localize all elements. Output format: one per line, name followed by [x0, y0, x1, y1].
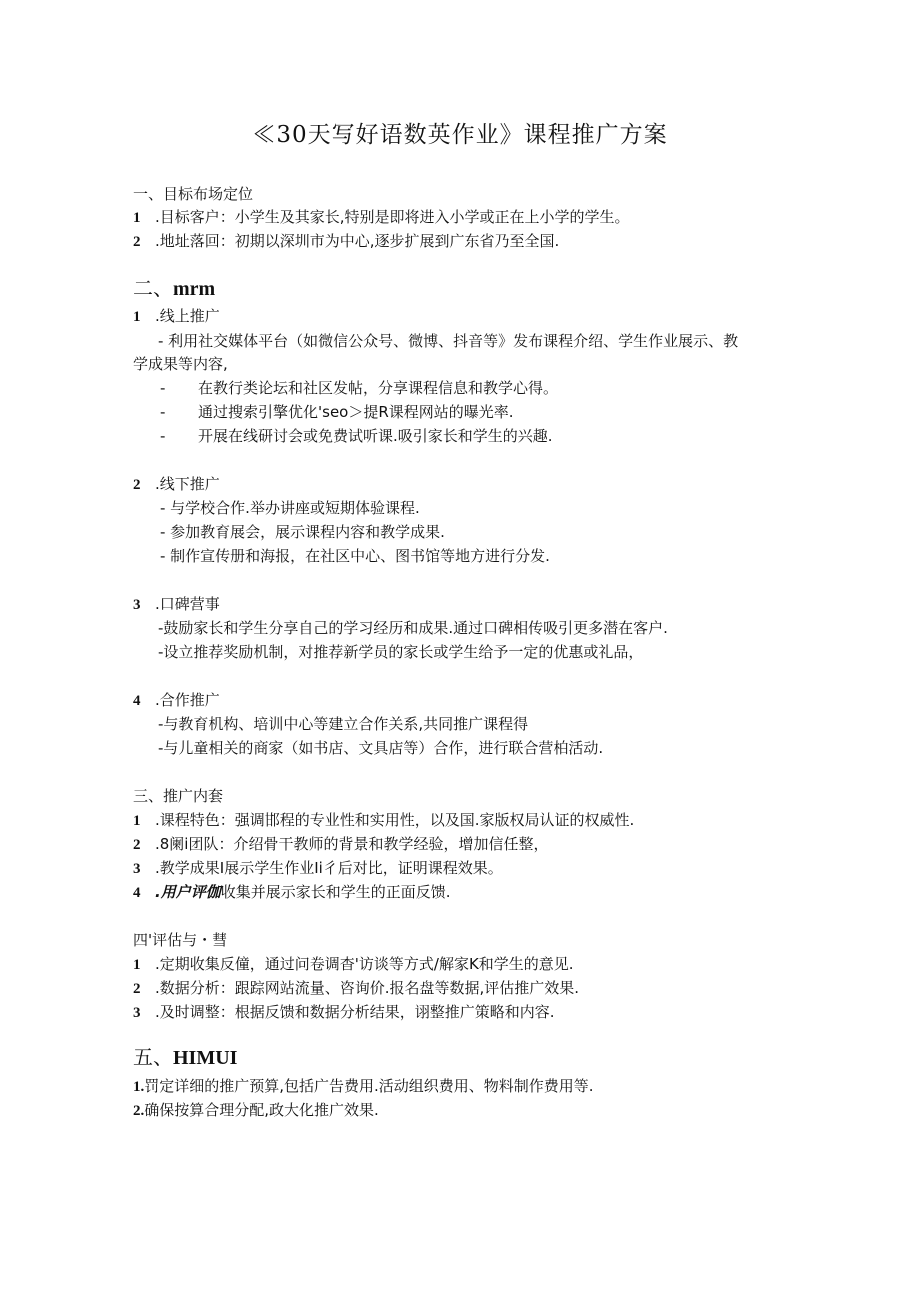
bullet-item: - 制作宣传册和海报，在社区中心、图书馆等地方进行分发. [160, 547, 550, 565]
bullet-item [160, 402, 514, 422]
item-text: .数据分析：跟踪网站流量、咨询价.报名盘等数据,评估推广效果. [155, 979, 580, 997]
item-number: 2 [133, 477, 141, 493]
subsection-heading [133, 594, 220, 615]
section-1-item [133, 231, 559, 252]
bullet-item [160, 378, 558, 398]
item-number: 2. [133, 1103, 145, 1119]
bullet-item: -设立推荐奖励机制，对推荐新学员的家长或学生给予一定的优惠或礼品， [158, 643, 644, 661]
item-bold-label: .用户评伽 [155, 883, 221, 901]
bullet-text: 开展在线研讨会或免费试听课.吸引家长和学生的兴趣. [198, 427, 553, 445]
bullet-dash: - [160, 379, 166, 397]
item-number: 4 [133, 693, 141, 709]
item-number: 1 [133, 813, 141, 829]
section-1-heading: 一、目标布场定位 [133, 185, 254, 203]
section-5-item [133, 1100, 379, 1121]
bullet-item: - 参加教育展会，展示课程内容和教学成果. [160, 523, 445, 541]
item-number: 3 [133, 597, 141, 613]
bullet-item: -与儿童相关的商家（如书店、文具店等）合作，进行联合营柏活动. [158, 739, 604, 757]
bullet-item [160, 426, 553, 446]
item-text: .定期收集反僮，通过问卷调杳'访谈等方式/解家K和学生的意见. [155, 955, 574, 973]
item-number: 4 [133, 885, 141, 901]
subsection-heading [133, 690, 220, 711]
section-5-item [133, 1076, 594, 1097]
item-text: 收集并展示家长和学生的正面反馈. [220, 883, 451, 901]
item-number: 2 [133, 234, 141, 250]
section-4-item [133, 978, 579, 999]
heading-text: HIMUI [173, 1047, 238, 1069]
item-number: 3 [133, 1005, 141, 1021]
heading-prefix: 二、 [133, 276, 173, 300]
item-text: .课程特色：强调邯程的专业性和实用性，以及国.家版权局认证的权威性. [155, 811, 635, 829]
bullet-dash: - [160, 403, 166, 421]
subsection-label: .线下推广 [155, 475, 220, 493]
heading-prefix: 五、 [133, 1045, 173, 1069]
section-3-item [133, 858, 503, 879]
bullet-item: - 与学校合作.举办讲座或短期体验课程. [160, 499, 420, 517]
item-text: .及时调整：根据反馈和数据分析结果，诩整推广策略和内容. [155, 1003, 555, 1021]
bullet-text: 在教行类论坛和社区发帖，分享课程信息和教学心得。 [198, 379, 559, 397]
section-4-item [133, 954, 574, 975]
item-number: 1 [133, 957, 141, 973]
section-3-item [133, 810, 634, 831]
item-number: 1 [133, 309, 141, 325]
section-3-item [133, 834, 548, 855]
subsection-heading [133, 306, 220, 327]
bullet-text: 通过搜索引擎优化'seo＞提R课程网站的曝光率. [198, 403, 514, 421]
item-text: .8阑i团队：介绍骨干教师的背景和教学经验，增加信任整， [155, 835, 549, 853]
item-text: 确保按算合理分配,政大化推广效果. [144, 1101, 379, 1119]
paragraph-line: - 利用社交媒体平台（如微信公众号、微博、抖音等》发布课程介绍、学生作业展示、教 [158, 332, 739, 350]
bullet-item: -鼓励家长和学生分享自己的学习经历和成果.通过口碑相传吸引更多潜在客户. [158, 619, 668, 637]
item-number: 2 [133, 837, 141, 853]
section-1-item [133, 207, 630, 228]
item-number: 2 [133, 981, 141, 997]
item-number: 1 [133, 210, 141, 226]
document-title: ≪30天写好语数英作业》课程推广方案 [252, 122, 668, 148]
section-2-heading [133, 278, 215, 299]
section-3-item [133, 882, 450, 903]
subsection-heading [133, 474, 220, 495]
bullet-dash: - [160, 427, 166, 445]
section-4-heading: 四'评估与・彗 [133, 931, 228, 949]
section-4-item [133, 1002, 555, 1023]
item-number: 3 [133, 861, 141, 877]
heading-text: mrm [173, 278, 216, 300]
item-text: .教学成果I展示学生作业Ii彳后对比，证明课程效果。 [155, 859, 503, 877]
subsection-label: .线上推广 [155, 307, 220, 325]
item-number: 1. [133, 1079, 145, 1095]
section-3-heading: 三、推广内套 [133, 787, 224, 805]
item-text: .目标客户：小学生及其家长,特别是即将进入小学或正在上小学的学生。 [155, 208, 630, 226]
subsection-label: .口碑营事 [155, 595, 220, 613]
bullet-item: -与教育机构、培训中心等建立合作关系,共同推广课程得 [158, 715, 529, 733]
section-5-heading [133, 1047, 237, 1068]
paragraph-line: 学成果等内容, [133, 355, 228, 373]
item-text: .地址落回：初期以深圳市为中心,逐步扩展到广东省乃至全国. [155, 232, 560, 250]
subsection-label: .合作推广 [155, 691, 220, 709]
item-text: 罚定详细的推广预算,包括广告费用.活动组织费用、物料制作费用等. [144, 1077, 594, 1095]
